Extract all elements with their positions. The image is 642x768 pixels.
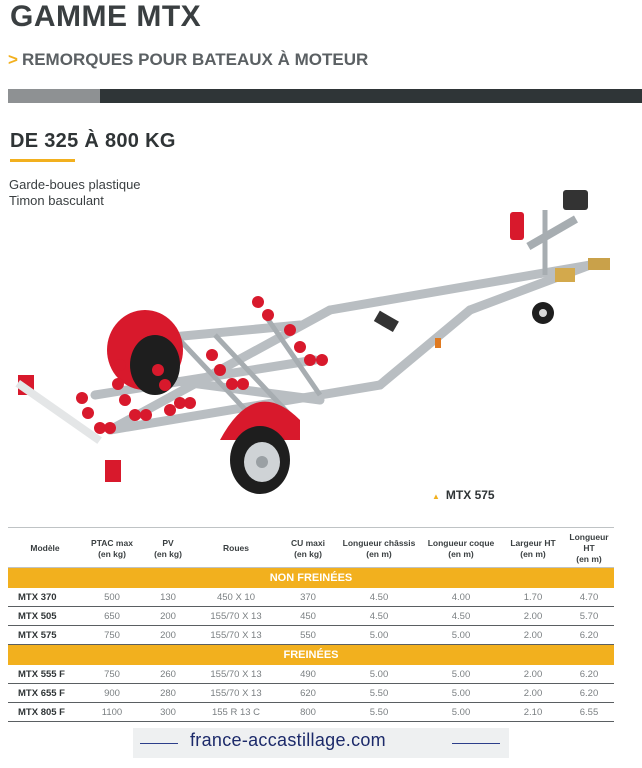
table-cell: 1.70 xyxy=(502,588,564,607)
feature-item: Garde-boues plastique xyxy=(9,177,141,192)
table-cell: 2.00 xyxy=(502,684,564,703)
table-cell: 130 xyxy=(142,588,194,607)
table-cell: 300 xyxy=(142,703,194,722)
table-cell: 155/70 X 13 xyxy=(194,665,278,684)
table-cell: 155/70 X 13 xyxy=(194,626,278,645)
table-cell: 200 xyxy=(142,607,194,626)
table-cell: 6.20 xyxy=(564,626,614,645)
table-cell: 450 xyxy=(278,607,338,626)
table-cell: 2.00 xyxy=(502,607,564,626)
table-cell: 5.00 xyxy=(420,626,502,645)
table-cell: 5.70 xyxy=(564,607,614,626)
section-title: FREINÉES xyxy=(8,645,614,666)
column-header: Longueur coque (en m) xyxy=(420,528,502,568)
table-cell: 900 xyxy=(82,684,142,703)
table-section-header xyxy=(8,645,614,666)
model-cell: MTX 555 F xyxy=(8,665,82,684)
table-cell: 2.00 xyxy=(502,665,564,684)
header-bar-dark xyxy=(100,89,642,103)
table-cell: 155/70 X 13 xyxy=(194,607,278,626)
table-row xyxy=(8,626,614,645)
table-cell: 155 R 13 C xyxy=(194,703,278,722)
range-underline xyxy=(10,159,75,162)
model-caption xyxy=(432,488,495,502)
table-cell: 4.50 xyxy=(338,588,420,607)
table-cell: 4.00 xyxy=(420,588,502,607)
table-cell: 4.70 xyxy=(564,588,614,607)
table-row xyxy=(8,607,614,626)
table-cell: 5.00 xyxy=(420,703,502,722)
model-cell: MTX 805 F xyxy=(8,703,82,722)
column-header: Longueur châssis (en m) xyxy=(338,528,420,568)
table-cell: 4.50 xyxy=(420,607,502,626)
model-cell: MTX 370 xyxy=(8,588,82,607)
spec-table xyxy=(8,527,614,722)
table-row xyxy=(8,703,614,722)
triangle-icon: ▲ xyxy=(432,492,440,501)
table-cell: 1100 xyxy=(82,703,142,722)
section-title: NON FREINÉES xyxy=(8,568,614,589)
table-cell: 650 xyxy=(82,607,142,626)
table-cell: 155/70 X 13 xyxy=(194,684,278,703)
model-cell: MTX 505 xyxy=(8,607,82,626)
table-cell: 200 xyxy=(142,626,194,645)
table-cell: 260 xyxy=(142,665,194,684)
column-header: Longueur HT (en m) xyxy=(564,528,614,568)
table-cell: 5.00 xyxy=(420,684,502,703)
footer-rule-right xyxy=(452,743,500,744)
table-cell: 4.50 xyxy=(338,607,420,626)
footer-website[interactable]: france-accastillage.com xyxy=(190,730,386,750)
table-cell: 620 xyxy=(278,684,338,703)
table-cell: 750 xyxy=(82,626,142,645)
column-header: PV (en kg) xyxy=(142,528,194,568)
table-cell: 5.00 xyxy=(338,626,420,645)
feature-item: Timon basculant xyxy=(9,193,104,208)
chevron-right-icon: > xyxy=(8,50,18,69)
table-section-header xyxy=(8,568,614,589)
table-cell: 6.20 xyxy=(564,665,614,684)
table-cell: 450 X 10 xyxy=(194,588,278,607)
table-cell: 280 xyxy=(142,684,194,703)
table-cell: 5.50 xyxy=(338,684,420,703)
page-subtitle xyxy=(8,50,368,70)
column-header: CU maxi (en kg) xyxy=(278,528,338,568)
table-cell: 500 xyxy=(82,588,142,607)
table-row xyxy=(8,684,614,703)
table-cell: 750 xyxy=(82,665,142,684)
table-row xyxy=(8,588,614,607)
table-cell: 800 xyxy=(278,703,338,722)
column-header: Modèle xyxy=(8,528,82,568)
boat-trailer-illustration xyxy=(0,170,642,520)
table-row xyxy=(8,665,614,684)
header-bar-gray xyxy=(8,89,100,103)
table-cell: 5.00 xyxy=(420,665,502,684)
table-cell: 550 xyxy=(278,626,338,645)
table-cell: 6.55 xyxy=(564,703,614,722)
table-cell: 2.10 xyxy=(502,703,564,722)
column-header: PTAC max (en kg) xyxy=(82,528,142,568)
model-cell: MTX 655 F xyxy=(8,684,82,703)
subtitle-text: REMORQUES POUR BATEAUX À MOTEUR xyxy=(21,50,369,69)
model-cell: MTX 575 xyxy=(8,626,82,645)
weight-range-title: DE 325 À 800 KG xyxy=(10,130,176,152)
column-header: Largeur HT (en m) xyxy=(502,528,564,568)
table-cell: 5.50 xyxy=(338,703,420,722)
footer-rule-left xyxy=(140,743,178,744)
table-cell: 5.00 xyxy=(338,665,420,684)
table-cell: 2.00 xyxy=(502,626,564,645)
column-header: Roues xyxy=(194,528,278,568)
page-title: GAMME MTX xyxy=(10,0,202,33)
table-cell: 370 xyxy=(278,588,338,607)
model-caption-text: MTX 575 xyxy=(445,488,495,502)
table-cell: 490 xyxy=(278,665,338,684)
table-cell: 6.20 xyxy=(564,684,614,703)
table-header-row xyxy=(8,528,614,568)
